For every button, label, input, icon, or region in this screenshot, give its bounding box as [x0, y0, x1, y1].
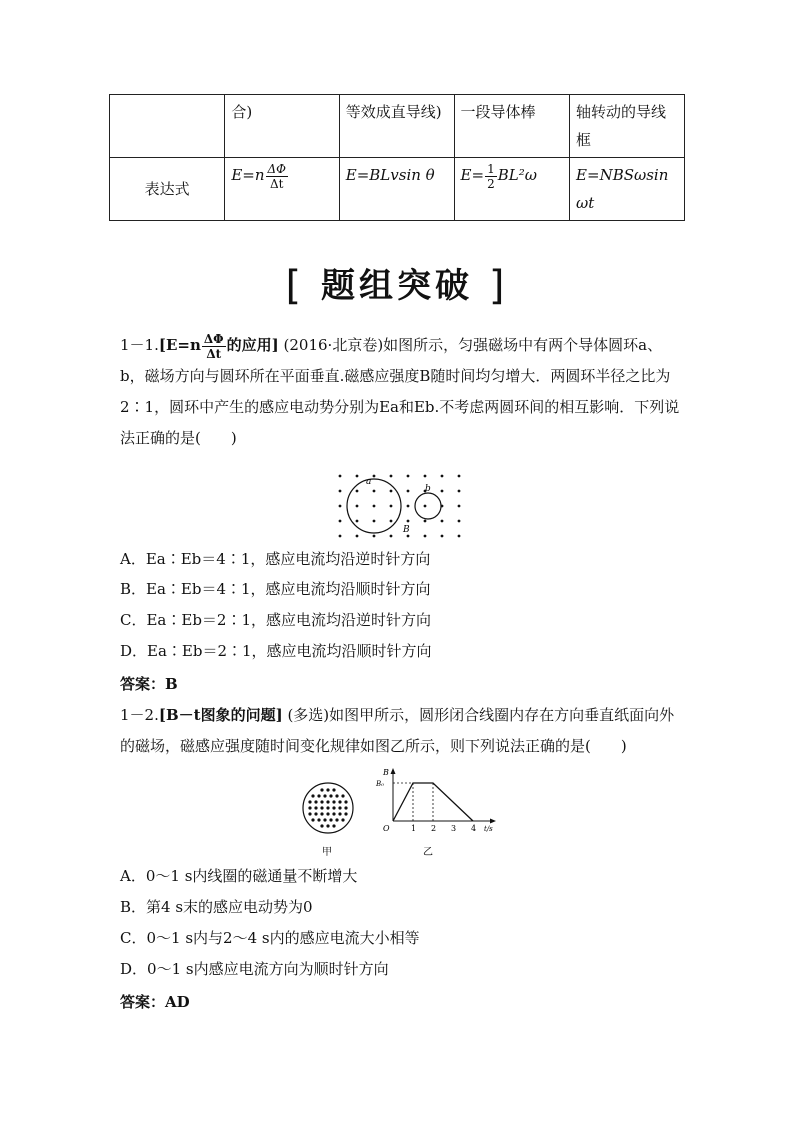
table-cell: 轴转动的导线框	[570, 95, 685, 158]
question-1-stem	[120, 330, 685, 454]
q2-option-d: D．0～1 s内感应电流方向为顺时针方向	[120, 960, 389, 978]
fraction-numerator: ΔΦ	[267, 161, 287, 176]
q2-option-b: B．第4 s末的感应电动势为0	[120, 898, 313, 916]
formula-rotating-rod	[454, 158, 570, 221]
fraction	[266, 162, 289, 191]
x-tick-label: 1	[411, 824, 417, 833]
field-label: B	[403, 525, 410, 535]
table-cell	[110, 95, 225, 158]
q2-option-a: A．0～1 s内线圈的磁通量不断增大	[120, 867, 358, 885]
heading-bracket-right: ]	[488, 263, 509, 309]
question-tag: [B－t图象的问题]	[158, 706, 283, 724]
formula-text: BL²ω	[497, 166, 537, 184]
table-cell: 等效成直导线)	[339, 95, 454, 158]
question-number: 1－2.	[120, 706, 159, 724]
question-body: (2016·北京卷)如图所示，匀强磁场中有两个导体圆环a、b，磁场方向与圆环所在平面垂直.磁感应强度B随时间均匀增大．两圆环半径之比为2∶1，圆环中产生的感应电动势分别为Ea和Eb.不考虑两圆环间的相互影响．下列说法正确的是( )	[120, 336, 680, 447]
table-row	[110, 158, 685, 221]
fraction-denominator: 2	[487, 176, 495, 191]
ring-b	[415, 493, 441, 519]
fraction	[485, 162, 497, 191]
figure-rings-in-field	[330, 470, 464, 540]
q2-option-c: C．0～1 s内与2～4 s内的感应电流大小相等	[120, 929, 420, 947]
magnetic-field-dots	[339, 475, 461, 538]
q1-option-c: C．Ea∶Eb＝2∶1，感应电流均沿逆时针方向	[120, 611, 432, 629]
origin-label: O	[383, 824, 390, 833]
table-cell: 一段导体棒	[454, 95, 570, 158]
formula-text: E=n	[231, 166, 265, 184]
q1-option-d: D．Ea∶Eb＝2∶1，感应电流均沿顺时针方向	[120, 642, 432, 660]
question-number: 1－1.	[120, 336, 159, 354]
table-cell: 合)	[225, 95, 339, 158]
formula-table	[109, 94, 685, 221]
formula-text: E=BLvsin θ	[345, 166, 435, 184]
x-tick-label: 4	[471, 824, 477, 833]
formula-text: E=	[460, 166, 485, 184]
x-tick-label: 3	[451, 824, 457, 833]
q1-option-a: A．Ea∶Eb＝4∶1，感应电流均沿逆时针方向	[120, 550, 431, 568]
figure-jia-label: 甲	[322, 847, 332, 858]
formula-faraday	[225, 158, 339, 221]
question-2-stem	[120, 700, 685, 762]
fraction	[202, 332, 226, 361]
heading-bracket-left: [	[285, 263, 306, 309]
formula-text: E=NBSωsin ωt	[576, 166, 669, 212]
x-axis-label: t/s	[484, 825, 493, 833]
question-tag	[158, 331, 279, 361]
x-tick-label: 2	[431, 824, 437, 833]
formula-rotating-frame	[570, 158, 685, 221]
fraction-denominator: Δt	[206, 346, 222, 361]
tag-text: [E=n	[158, 336, 201, 354]
figure-jia-coil	[298, 781, 358, 861]
table-row	[110, 95, 685, 158]
field-out-dots	[308, 788, 347, 827]
q2-answer: 答案：AD	[120, 993, 190, 1011]
y-axis-arrow	[391, 768, 396, 774]
y-axis-label: B	[383, 768, 389, 777]
figure-yi-bt-graph	[374, 766, 504, 858]
formula-moving-rod	[339, 158, 454, 221]
x-axis-arrow	[490, 819, 496, 824]
section-heading	[0, 258, 794, 309]
q1-answer: 答案：B	[120, 675, 178, 693]
tag-text: 的应用]	[226, 336, 279, 354]
figure-yi-label: 乙	[423, 847, 433, 858]
fraction-numerator: ΔΦ	[203, 331, 224, 346]
fraction-denominator: Δt	[270, 176, 284, 191]
heading-text: 题组突破	[321, 266, 473, 306]
y-tick-label-b0: B₀	[376, 780, 384, 788]
fraction-numerator: 1	[487, 161, 495, 176]
ring-b-label: b	[425, 484, 431, 494]
q1-option-b: B．Ea∶Eb＝4∶1，感应电流均沿顺时针方向	[120, 580, 431, 598]
ring-a-label: a	[366, 477, 372, 487]
question-body: (多选)如图甲所示，圆形闭合线圈内存在方向垂直纸面向外的磁场，磁感应强度随时间变化规律如图乙所示，则下列说法正确的是( )	[120, 706, 675, 755]
table-row-header: 表达式	[110, 158, 225, 221]
x-tick-labels	[411, 824, 476, 833]
